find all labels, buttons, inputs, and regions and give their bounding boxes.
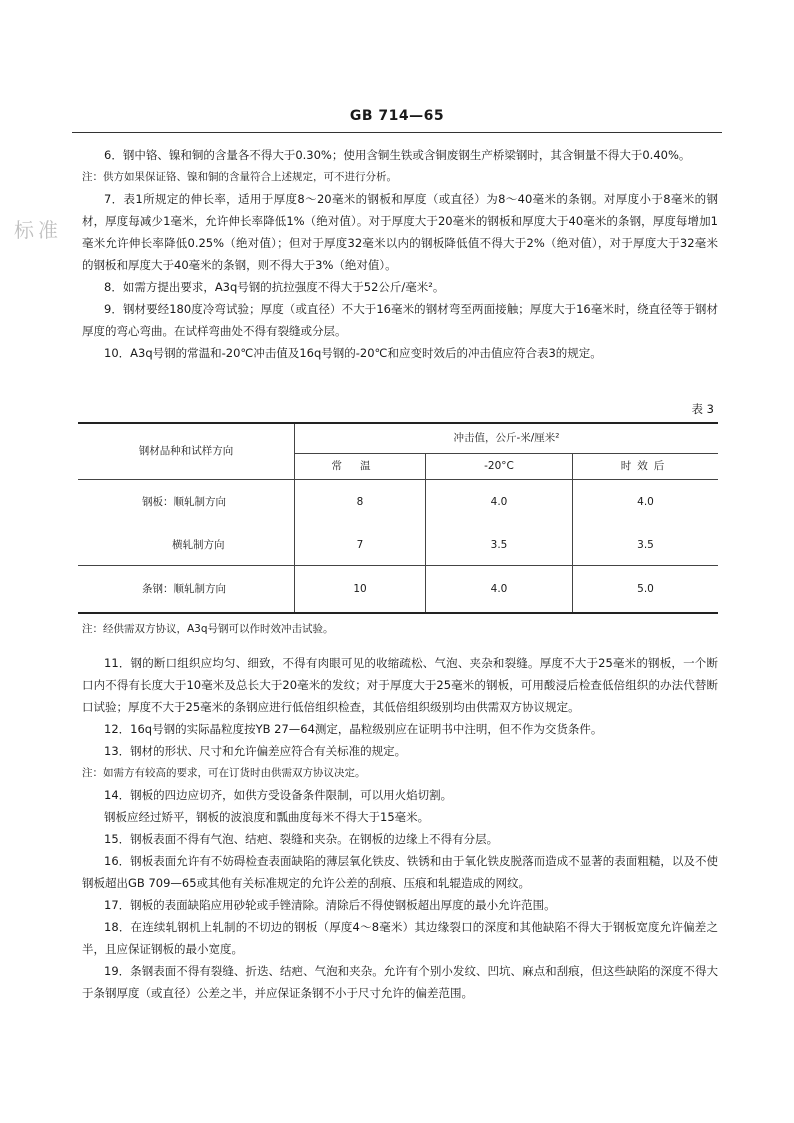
table-cell: 10: [295, 565, 426, 613]
page-body: [82, 144, 718, 1004]
note-1: 注：供方如果保证铬、镍和铜的含量符合上述规定，可不进行分析。: [82, 171, 397, 183]
table-3-caption: 表 3: [691, 402, 714, 416]
table-row-label: 横轧制方向: [78, 525, 295, 565]
clause-16: 16．钢板表面允许有不妨碍检查表面缺陷的薄层氧化铁皮、铁锈和由于氧化铁皮脱落而造成不显著的表面粗糙，以及不使钢板超出GB 709—65或其他有关标准规定的允许公差的刮痕、压痕和轧辊造成的网纹。: [82, 854, 718, 890]
clause-8: 8．如需方提出要求，A3q号钢的抗拉强度不得大于52公斤/毫米²。: [104, 280, 445, 294]
table-row-header: 钢材品种和试样方向: [78, 423, 295, 479]
clause-14-continued: 钢板应经过矫平，钢板的波浪度和瓢曲度每米不得大于15毫米。: [104, 810, 430, 824]
clause-9: 9．钢材要经180度冷弯试验；厚度（或直径）不大于16毫米的钢材弯至两面接触；厚度大于16毫米时，绕直径等于钢材厚度的弯心弯曲。在试样弯曲处不得有裂缝或分层。: [82, 302, 718, 338]
clause-17: 17．钢板的表面缺陷应用砂轮或手锉清除。清除后不得使钢板超出厚度的最小允许范围。: [104, 898, 556, 912]
note-2: 注：如需方有较高的要求，可在订货时由供需双方协议决定。: [82, 767, 366, 779]
table-cell: 7: [295, 525, 426, 565]
document-header-code: GB 714—65: [349, 108, 445, 124]
table-3: [78, 422, 718, 614]
column-header: -20°C: [426, 453, 573, 479]
table-cell: 3.5: [426, 525, 573, 565]
table-cell: 4.0: [426, 565, 573, 613]
table-cell: 3.5: [573, 525, 719, 565]
clause-13: 13．钢材的形状、尺寸和允许偏差应符合有关标准的规定。: [104, 744, 407, 758]
clause-14: 14．钢板的四边应切齐，如供方受设备条件限制，可以用火焰切割。: [104, 788, 453, 802]
table-row-label: 钢板：顺轧制方向: [142, 496, 226, 509]
clause-15: 15．钢板表面不得有气泡、结疤、裂缝和夹杂。在钢板的边缘上不得有分层。: [104, 832, 499, 846]
table-row-label: 条钢：顺轧制方向: [78, 565, 295, 613]
column-header: 时效后: [573, 453, 719, 479]
clause-10: 10．A3q号钢的常温和-20℃冲击值及16q号钢的-20℃和应变时效后的冲击值应符合表3的规定。: [104, 346, 602, 360]
table-cell: 4.0: [573, 479, 719, 525]
clause-18: 18．在连续轧钢机上轧制的不切边的钢板（厚度4～8毫米）其边缘裂口的深度和其他缺陷不得大于钢板宽度允许偏差之半，且应保证钢板的最小宽度。: [82, 920, 718, 956]
table-3-note: 注：经供需双方协议，A3q号钢可以作时效冲击试验。: [82, 623, 334, 635]
standard-stamp: 标准: [14, 218, 62, 242]
column-header: 常温: [295, 453, 426, 479]
clause-6: 6．钢中铬、镍和铜的含量各不得大于0.30%；使用含铜生铁或含铜废钢生产桥梁钢时，其含铜量不得大于0.40%。: [104, 148, 691, 162]
clause-12: 12．16q号钢的实际晶粒度按YB 27—64测定，晶粒级别应在证明书中注明，但不作为交货条件。: [104, 722, 603, 736]
clause-11: 11．钢的断口组织应均匀、细致，不得有肉眼可见的收缩疏松、气泡、夹杂和裂缝。厚度不大于25毫米的钢板，一个断口内不得有长度大于10毫米及总长大于20毫米的发纹；对于厚度大于25毫米的钢板，可用酸浸后检查低倍组织的办法代替断口试验；厚度不大于25毫米的条钢应进行低倍组织检查，其低倍组织级别均由供需双方协议规定。: [82, 656, 718, 714]
table-cell: 5.0: [573, 565, 719, 613]
clause-7: 7．表1所规定的伸长率，适用于厚度8～20毫米的钢板和厚度（或直径）为8～40毫米的条钢。对厚度小于8毫米的钢材，厚度每减少1毫米，允许伸长率降低1%（绝对值）。对于厚度大于20毫米的钢板和厚度大于40毫米的条钢，厚度每增加1毫米允许伸长率降低0.25%（绝对值）；但对于厚度32毫米以内的钢板降低值不得大于2%（绝对值），对于厚度大于32毫米的钢板和厚度大于40毫米的条钢，则不得大于3%（绝对值）。: [82, 192, 718, 272]
clause-19: 19．条钢表面不得有裂缝、折迭、结疤、气泡和夹杂。允许有个别小发纹、凹坑、麻点和刮痕，但这些缺陷的深度不得大于条钢厚度（或直径）公差之半，并应保证条钢不小于尺寸允许的偏差范围。: [82, 964, 718, 1000]
table-cell: 4.0: [426, 479, 573, 525]
table-cell: 8: [295, 479, 426, 525]
table-group-header: 冲击值，公斤-米/厘米²: [295, 423, 719, 453]
header-rule: [72, 132, 722, 133]
